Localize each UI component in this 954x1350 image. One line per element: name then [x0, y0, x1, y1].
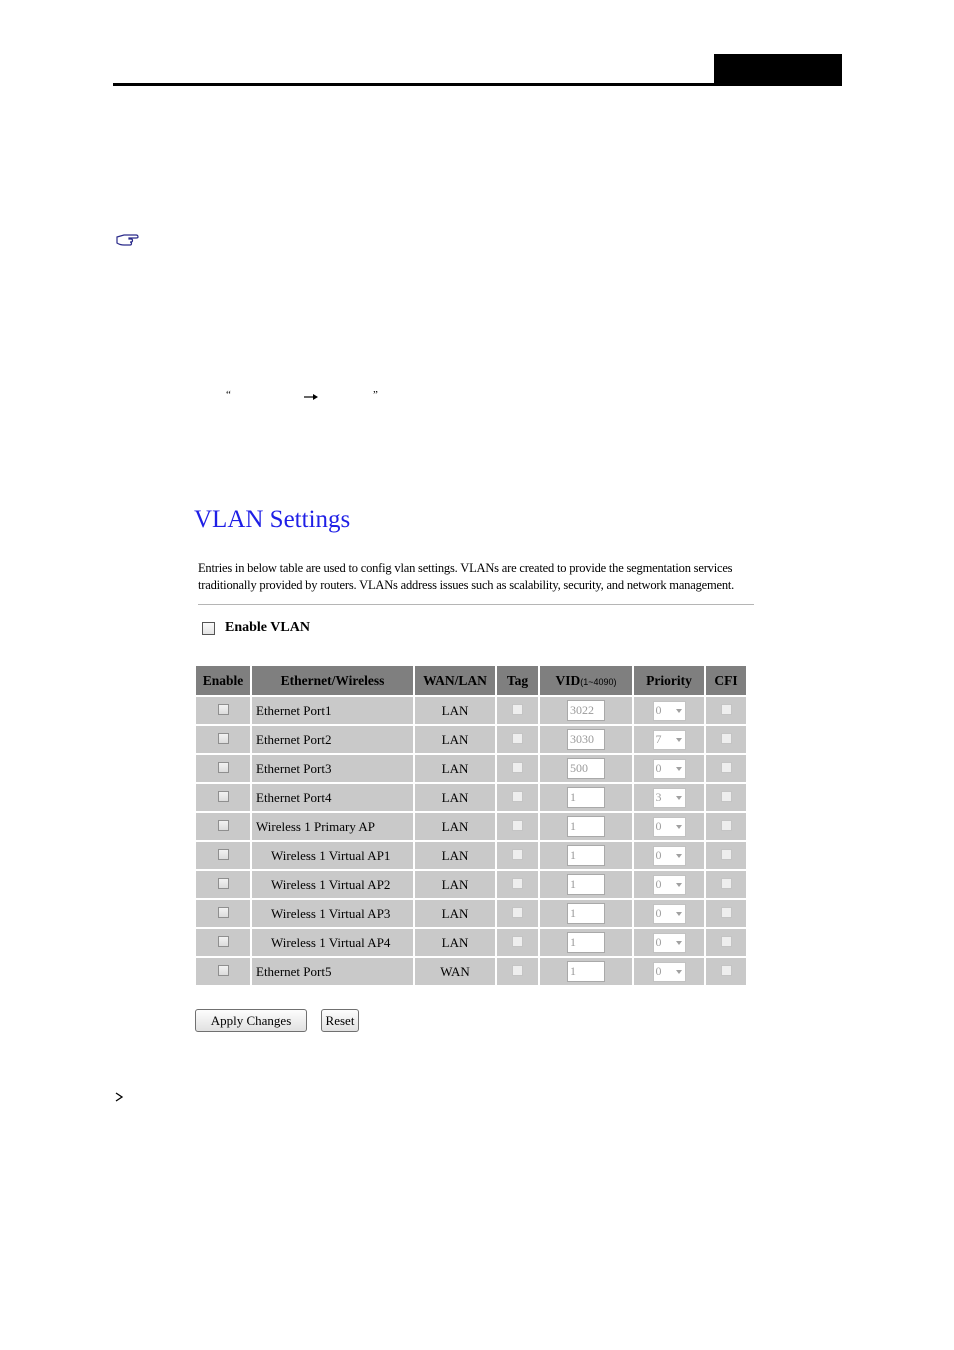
row-priority-cell	[634, 842, 704, 869]
row-type: LAN	[415, 726, 495, 753]
row-name: Ethernet Port3	[256, 760, 332, 776]
row-priority-select[interactable]	[653, 817, 686, 837]
chevron-down-icon	[676, 796, 682, 800]
header-enable: Enable	[196, 666, 250, 695]
row-cfi-cell	[706, 929, 746, 956]
row-vid-cell	[540, 900, 632, 927]
row-name-cell	[252, 842, 413, 869]
apply-changes-button[interactable]: Apply Changes	[195, 1009, 307, 1032]
bullet-arrow-icon	[114, 1091, 124, 1103]
row-enable-cell	[196, 813, 250, 840]
header-cfi: CFI	[706, 666, 746, 695]
row-tag-checkbox[interactable]	[512, 820, 523, 831]
row-priority-cell	[634, 929, 704, 956]
page-title: VLAN Settings	[194, 506, 351, 533]
header-vid	[540, 666, 632, 695]
enable-vlan-checkbox[interactable]	[202, 622, 215, 635]
row-priority-value: 7	[655, 732, 662, 746]
row-name-cell	[252, 871, 413, 898]
table-row	[196, 958, 746, 985]
row-priority-value: 0	[655, 819, 662, 833]
row-name-cell	[252, 813, 413, 840]
row-name-cell	[252, 958, 413, 985]
row-type: LAN	[415, 842, 495, 869]
row-priority-select[interactable]	[653, 904, 686, 924]
row-vid-cell	[540, 929, 632, 956]
table-row	[196, 842, 746, 869]
row-enable-cell	[196, 871, 250, 898]
row-name: Ethernet Port4	[256, 789, 332, 805]
row-name-cell	[252, 900, 413, 927]
row-vid-cell	[540, 726, 632, 753]
row-enable-checkbox[interactable]	[218, 762, 229, 773]
row-tag-checkbox[interactable]	[512, 907, 523, 918]
row-vid-input[interactable]: 3022	[567, 700, 605, 721]
row-cfi-checkbox[interactable]	[721, 820, 732, 831]
row-name: Ethernet Port1	[256, 702, 332, 718]
row-type: LAN	[415, 755, 495, 782]
row-cfi-cell	[706, 871, 746, 898]
row-enable-checkbox[interactable]	[218, 820, 229, 831]
row-priority-value: 0	[655, 703, 662, 717]
vlan-table	[194, 664, 748, 987]
row-cfi-cell	[706, 697, 746, 724]
row-cfi-cell	[706, 958, 746, 985]
row-priority-value: 0	[655, 964, 662, 978]
row-enable-cell	[196, 900, 250, 927]
row-type: LAN	[415, 871, 495, 898]
row-enable-cell	[196, 958, 250, 985]
row-tag-checkbox[interactable]	[512, 704, 523, 715]
header-wan-lan: WAN/LAN	[415, 666, 495, 695]
row-name: Ethernet Port2	[256, 731, 332, 747]
row-name-cell	[252, 784, 413, 811]
row-enable-checkbox[interactable]	[218, 704, 229, 715]
row-cfi-cell	[706, 726, 746, 753]
enable-vlan-label: Enable VLAN	[225, 620, 310, 635]
row-enable-cell	[196, 784, 250, 811]
description-line-1: Entries in below table are used to config vlan settings. VLANs are created to provide the segmentation services	[198, 561, 733, 575]
row-type: LAN	[415, 900, 495, 927]
table-row	[196, 726, 746, 753]
row-vid-cell	[540, 697, 632, 724]
header-rule	[113, 83, 842, 86]
chevron-down-icon	[676, 767, 682, 771]
row-enable-checkbox[interactable]	[218, 965, 229, 976]
chevron-down-icon	[676, 854, 682, 858]
table-header-row	[196, 666, 746, 695]
row-cfi-checkbox[interactable]	[721, 907, 732, 918]
row-cfi-cell	[706, 813, 746, 840]
row-priority-select[interactable]	[653, 962, 686, 982]
row-cfi-cell	[706, 755, 746, 782]
quote-close: ”	[373, 389, 378, 401]
row-type: LAN	[415, 697, 495, 724]
row-priority-select[interactable]	[653, 846, 686, 866]
row-vid-input[interactable]: 1	[567, 845, 605, 866]
chevron-down-icon	[676, 709, 682, 713]
row-vid-cell	[540, 842, 632, 869]
row-tag-checkbox[interactable]	[512, 936, 523, 947]
row-cfi-cell	[706, 842, 746, 869]
table-row	[196, 784, 746, 811]
header-ethernet-wireless: Ethernet/Wireless	[252, 666, 413, 695]
row-cfi-cell	[706, 900, 746, 927]
row-priority-value: 3	[655, 790, 662, 804]
chevron-down-icon	[676, 941, 682, 945]
row-enable-checkbox[interactable]	[218, 878, 229, 889]
page-description	[198, 560, 758, 594]
row-enable-cell	[196, 755, 250, 782]
chevron-down-icon	[676, 883, 682, 887]
table-row	[196, 871, 746, 898]
row-priority-select[interactable]	[653, 875, 686, 895]
row-enable-checkbox[interactable]	[218, 936, 229, 947]
row-tag-checkbox[interactable]	[512, 733, 523, 744]
row-priority-cell	[634, 755, 704, 782]
quote-open: “	[226, 389, 231, 401]
row-tag-cell	[497, 842, 538, 869]
row-cfi-checkbox[interactable]	[721, 733, 732, 744]
row-type: LAN	[415, 784, 495, 811]
row-priority-value: 0	[655, 935, 662, 949]
row-vid-cell	[540, 958, 632, 985]
row-cfi-cell	[706, 784, 746, 811]
row-priority-cell	[634, 813, 704, 840]
row-name-cell	[252, 755, 413, 782]
row-cfi-checkbox[interactable]	[721, 762, 732, 773]
row-tag-checkbox[interactable]	[512, 849, 523, 860]
row-tag-checkbox[interactable]	[512, 791, 523, 802]
row-priority-select[interactable]	[653, 759, 686, 779]
chevron-down-icon	[676, 738, 682, 742]
row-type: LAN	[415, 813, 495, 840]
row-vid-input[interactable]: 1	[567, 932, 605, 953]
row-vid-cell	[540, 871, 632, 898]
table-row	[196, 697, 746, 724]
row-cfi-checkbox[interactable]	[721, 878, 732, 889]
chevron-down-icon	[676, 970, 682, 974]
row-enable-cell	[196, 697, 250, 724]
table-row	[196, 900, 746, 927]
row-tag-cell	[497, 755, 538, 782]
row-name: Wireless 1 Virtual AP1	[271, 847, 391, 863]
row-priority-value: 0	[655, 906, 662, 920]
row-priority-cell	[634, 726, 704, 753]
row-priority-select[interactable]	[653, 933, 686, 953]
row-type: WAN	[415, 958, 495, 985]
row-vid-cell	[540, 755, 632, 782]
row-priority-value: 0	[655, 848, 662, 862]
header-block	[714, 54, 842, 86]
row-name: Wireless 1 Virtual AP4	[271, 934, 391, 950]
row-enable-checkbox[interactable]	[218, 733, 229, 744]
row-priority-value: 0	[655, 877, 662, 891]
row-vid-input[interactable]: 1	[567, 874, 605, 895]
row-vid-cell	[540, 784, 632, 811]
row-vid-cell	[540, 813, 632, 840]
row-tag-cell	[497, 929, 538, 956]
row-enable-cell	[196, 842, 250, 869]
row-tag-checkbox[interactable]	[512, 762, 523, 773]
description-line-2: traditionally provided by routers. VLANs address issues such as scalability, security, and network management.	[198, 578, 735, 592]
divider	[198, 604, 754, 605]
table-row	[196, 929, 746, 956]
row-tag-cell	[497, 697, 538, 724]
row-tag-cell	[497, 726, 538, 753]
row-enable-cell	[196, 726, 250, 753]
table-row	[196, 813, 746, 840]
row-enable-checkbox[interactable]	[218, 849, 229, 860]
row-name-cell	[252, 726, 413, 753]
row-tag-cell	[497, 900, 538, 927]
row-vid-input[interactable]: 1	[567, 816, 605, 837]
row-tag-cell	[497, 958, 538, 985]
header-priority: Priority	[634, 666, 704, 695]
row-priority-cell	[634, 871, 704, 898]
row-vid-input[interactable]: 1	[567, 903, 605, 924]
row-cfi-checkbox[interactable]	[721, 791, 732, 802]
row-tag-cell	[497, 784, 538, 811]
row-tag-cell	[497, 871, 538, 898]
row-tag-checkbox[interactable]	[512, 965, 523, 976]
row-priority-select[interactable]	[653, 788, 686, 808]
row-tag-checkbox[interactable]	[512, 878, 523, 889]
row-cfi-checkbox[interactable]	[721, 965, 732, 976]
row-priority-select[interactable]	[653, 730, 686, 750]
row-name-cell	[252, 929, 413, 956]
row-vid-input[interactable]: 1	[567, 961, 605, 982]
row-vid-input[interactable]: 500	[567, 758, 605, 779]
chevron-down-icon	[676, 912, 682, 916]
row-cfi-checkbox[interactable]	[721, 704, 732, 715]
row-enable-cell	[196, 929, 250, 956]
header-vid-label: VID	[555, 672, 581, 688]
row-priority-cell	[634, 784, 704, 811]
row-priority-select[interactable]	[653, 701, 686, 721]
row-priority-cell	[634, 697, 704, 724]
row-name: Wireless 1 Virtual AP2	[271, 876, 391, 892]
table-row	[196, 755, 746, 782]
row-name: Wireless 1 Primary AP	[256, 818, 375, 834]
row-enable-checkbox[interactable]	[218, 791, 229, 802]
header-vid-range: (1~4090)	[580, 676, 617, 687]
row-name: Ethernet Port5	[256, 963, 332, 979]
row-type: LAN	[415, 929, 495, 956]
row-tag-cell	[497, 813, 538, 840]
arrow-right-icon	[303, 392, 319, 402]
chevron-down-icon	[676, 825, 682, 829]
row-name-cell	[252, 697, 413, 724]
row-priority-cell	[634, 900, 704, 927]
row-cfi-checkbox[interactable]	[721, 936, 732, 947]
header-tag: Tag	[497, 666, 538, 695]
reset-button[interactable]: Reset	[321, 1009, 359, 1032]
pointing-hand-icon	[115, 232, 141, 248]
row-name: Wireless 1 Virtual AP3	[271, 905, 391, 921]
row-cfi-checkbox[interactable]	[721, 849, 732, 860]
row-priority-value: 0	[655, 761, 662, 775]
row-vid-input[interactable]: 3030	[567, 729, 605, 750]
row-enable-checkbox[interactable]	[218, 907, 229, 918]
row-vid-input[interactable]: 1	[567, 787, 605, 808]
row-priority-cell	[634, 958, 704, 985]
enable-vlan-row[interactable]	[202, 620, 310, 636]
